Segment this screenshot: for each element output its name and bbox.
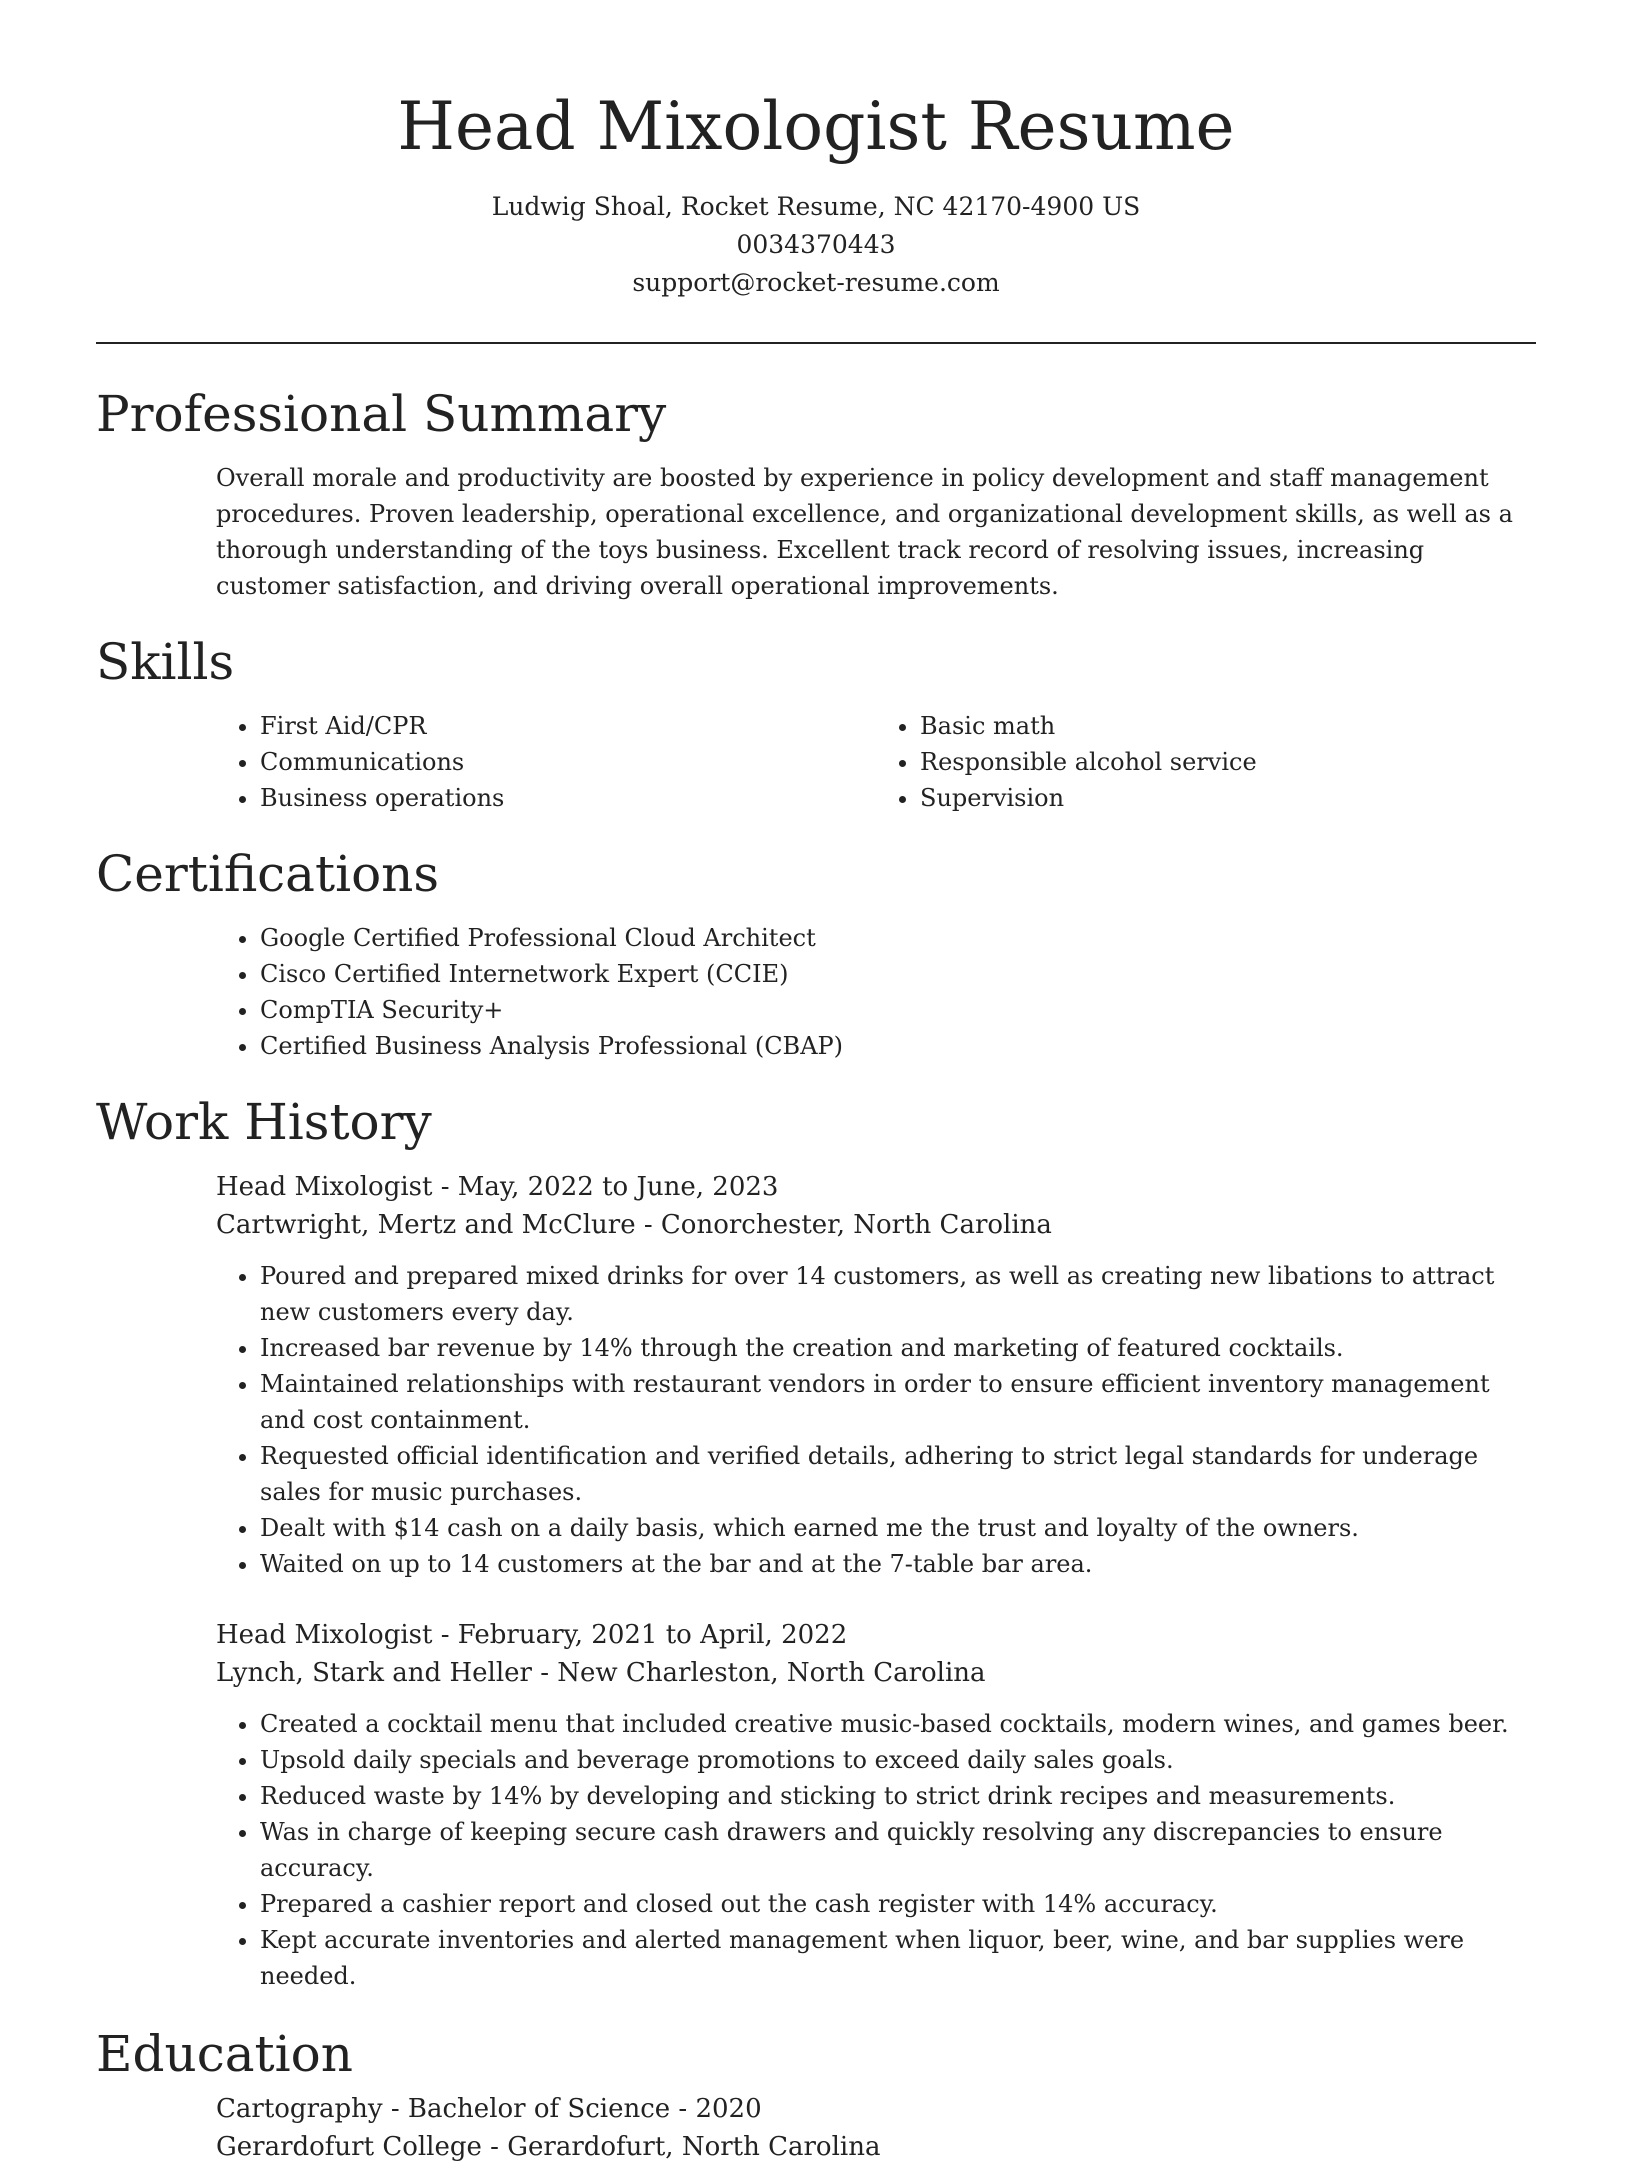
certification-item: • Google Certified Professional Cloud Architect	[260, 920, 1536, 956]
header-divider	[96, 342, 1536, 344]
contact-phone: 0034370443	[736, 230, 896, 259]
job-bullets	[216, 1258, 1540, 1582]
certification-item: • Cisco Certified Internetwork Expert (CCIE)	[260, 956, 1536, 992]
skill-item: • Basic math	[920, 708, 1536, 744]
contact-address: Ludwig Shoal, Rocket Resume, NC 42170-4900 US	[491, 192, 1141, 221]
skills-columns	[216, 708, 1536, 816]
certification-item: • CompTIA Security+	[260, 992, 1536, 1028]
job-bullet: • Dealt with $14 cash on a daily basis, which earned me the trust and loyalty of the owners.	[260, 1510, 1540, 1546]
skills-list-right	[876, 708, 1536, 816]
education-heading: Education	[96, 2025, 353, 2083]
skills-section	[96, 626, 1536, 816]
summary-text: Overall morale and productivity are boosted by experience in policy development and staff management procedures. Proven leadership, operational excellence, and organizational development skills, as well as a thorough understanding of the toys business. Excellent track record of resolving issues, increasing customer satisfaction, and driving overall operational improvements.	[216, 464, 1513, 600]
job-bullet: • Increased bar revenue by 14% through the creation and marketing of featured cocktails.	[260, 1330, 1540, 1366]
skill-item: • Supervision	[920, 780, 1536, 816]
skill-item: • Communications	[260, 744, 876, 780]
skill-item: • Business operations	[260, 780, 876, 816]
skills-heading: Skills	[96, 633, 235, 691]
resume-body	[96, 378, 1536, 2166]
contact-email: support@rocket-resume.com	[632, 268, 1000, 297]
summary-heading: Professional Summary	[96, 385, 667, 443]
summary-section	[96, 378, 1536, 604]
work-history-heading: Work History	[96, 1093, 432, 1151]
job-bullet: • Created a cocktail menu that included creative music-based cocktails, modern wines, and games beer.	[260, 1706, 1540, 1742]
skills-list-left	[216, 708, 876, 816]
job-entry	[96, 1616, 1536, 1994]
education-school: Gerardofurt College - Gerardofurt, North Carolina	[216, 2132, 881, 2162]
job-bullet: • Was in charge of keeping secure cash drawers and quickly resolving any discrepancies to ensure accuracy.	[260, 1814, 1540, 1886]
work-history-section	[96, 1086, 1536, 1994]
job-entry	[96, 1168, 1536, 1582]
job-bullet: • Kept accurate inventories and alerted management when liquor, beer, wine, and bar supplies were needed.	[260, 1922, 1540, 1994]
resume-title: Head Mixologist Resume	[397, 88, 1235, 165]
education-section	[96, 2018, 1536, 2166]
job-bullet: • Requested official identification and verified details, adhering to strict legal standards for underage sales for music purchases.	[260, 1438, 1540, 1510]
job-bullet: • Maintained relationships with restaurant vendors in order to ensure efficient inventory management and cost containment.	[260, 1366, 1540, 1438]
contact-block	[0, 188, 1632, 302]
job-bullet: • Prepared a cashier report and closed out the cash register with 14% accuracy.	[260, 1886, 1540, 1922]
job-bullet: • Poured and prepared mixed drinks for over 14 customers, as well as creating new libations to attract new customers every day.	[260, 1258, 1540, 1330]
job-bullet: • Waited on up to 14 customers at the bar and at the 7-table bar area.	[260, 1546, 1540, 1582]
certification-item: • Certified Business Analysis Professional (CBAP)	[260, 1028, 1536, 1064]
job-title: Head Mixologist - May, 2022 to June, 2023	[216, 1172, 779, 1202]
education-degree: Cartography - Bachelor of Science - 2020	[216, 2094, 762, 2124]
job-title: Head Mixologist - February, 2021 to April, 2022	[216, 1620, 848, 1650]
job-company: Cartwright, Mertz and McClure - Conorchester, North Carolina	[216, 1210, 1052, 1240]
job-company: Lynch, Stark and Heller - New Charleston, North Carolina	[216, 1658, 986, 1688]
certifications-section	[96, 838, 1536, 1064]
job-bullets	[216, 1706, 1540, 1994]
job-bullet: • Reduced waste by 14% by developing and sticking to strict drink recipes and measurements.	[260, 1778, 1540, 1814]
skill-item: • First Aid/CPR	[260, 708, 876, 744]
certifications-list	[216, 920, 1536, 1064]
job-bullet: • Upsold daily specials and beverage promotions to exceed daily sales goals.	[260, 1742, 1540, 1778]
certifications-heading: Certifications	[96, 845, 440, 903]
skill-item: • Responsible alcohol service	[920, 744, 1536, 780]
resume-header	[0, 0, 1632, 302]
